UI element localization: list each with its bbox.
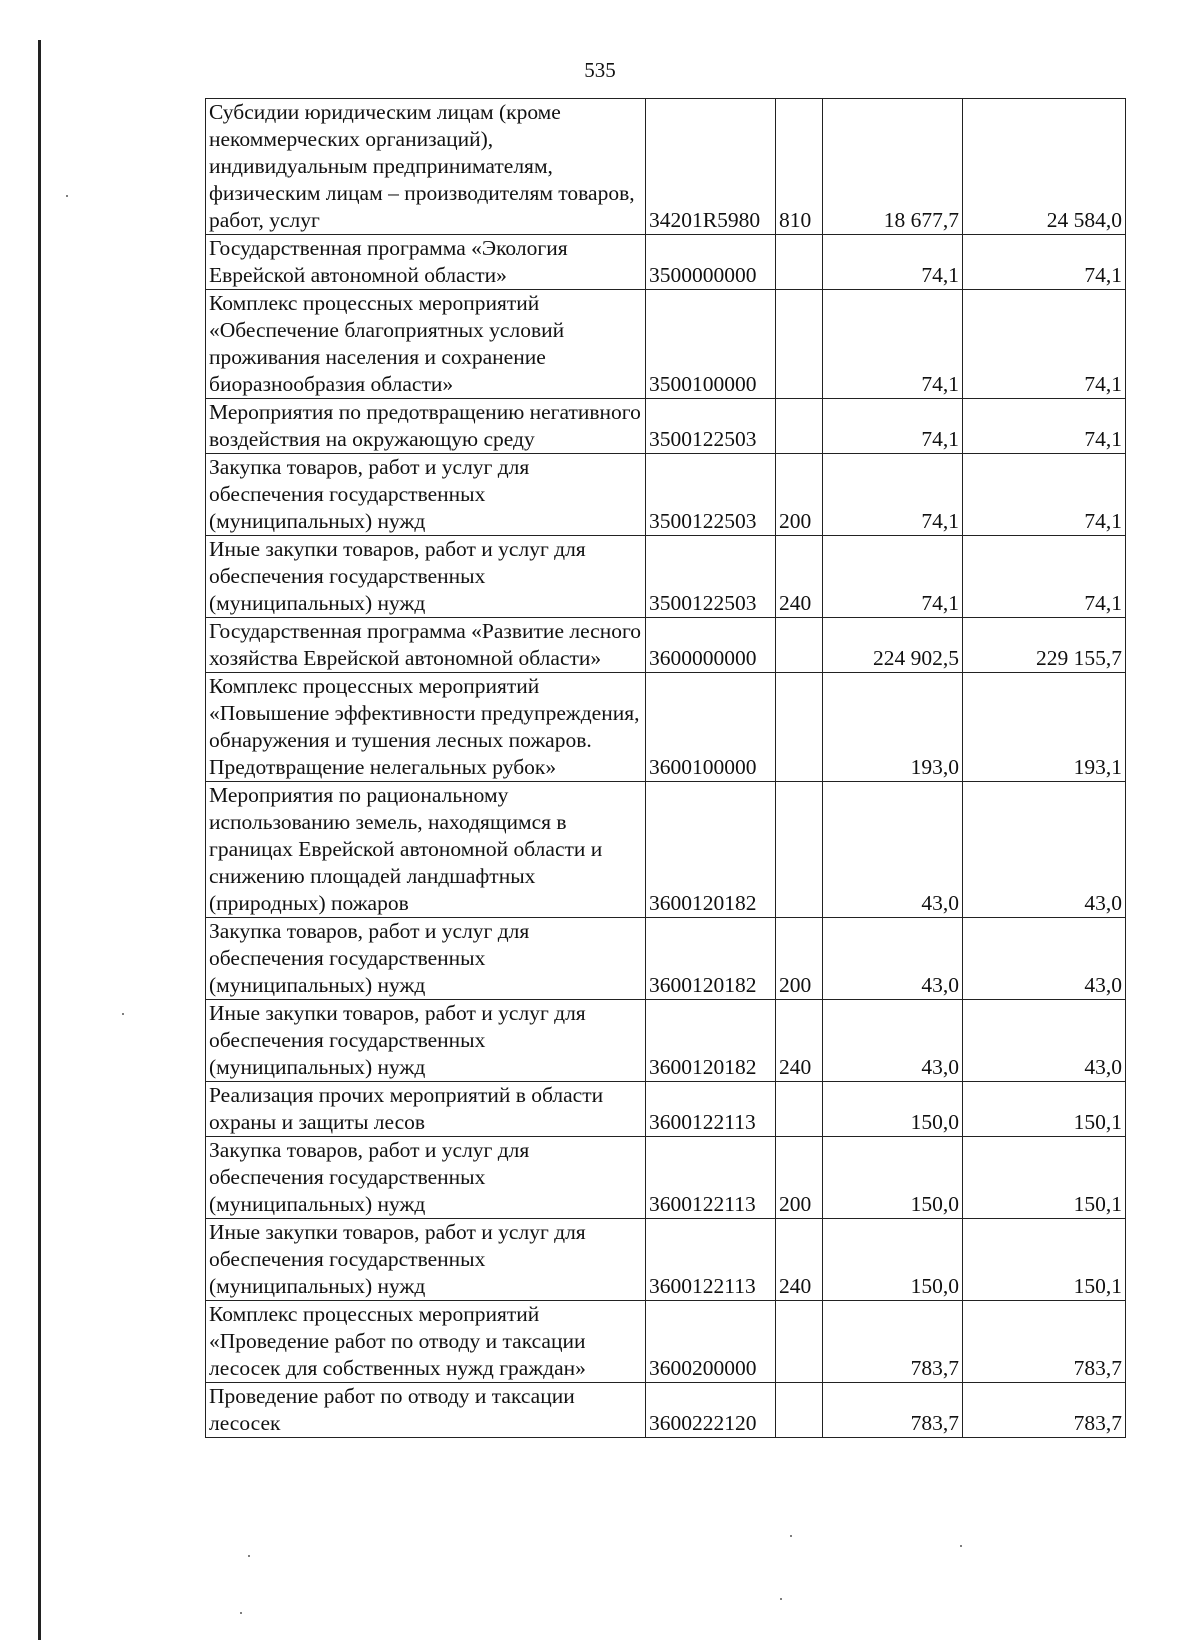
page-number: 535 (584, 58, 616, 82)
row-value-2: 43,0 (963, 918, 1126, 1000)
table-row (206, 399, 1126, 454)
row-value-2: 783,7 (963, 1301, 1126, 1383)
table-row (206, 1137, 1126, 1219)
row-code: 3600122113 (646, 1219, 776, 1301)
row-name: Закупка товаров, работ и услуг для обеспечения государственных (муниципальных) нужд (206, 1137, 646, 1219)
table-row (206, 536, 1126, 618)
row-value-2: 43,0 (963, 782, 1126, 918)
row-code: 3600122113 (646, 1137, 776, 1219)
row-type: 240 (776, 1219, 823, 1301)
row-value-1: 74,1 (823, 290, 963, 399)
row-code: 3600200000 (646, 1301, 776, 1383)
row-value-1: 224 902,5 (823, 618, 963, 673)
table-row (206, 673, 1126, 782)
row-value-2: 74,1 (963, 235, 1126, 290)
row-name: Реализация прочих мероприятий в области охраны и защиты лесов (206, 1082, 646, 1137)
scan-edge-line (38, 40, 41, 1640)
row-code: 3600100000 (646, 673, 776, 782)
row-type (776, 1383, 823, 1438)
row-value-2: 43,0 (963, 1000, 1126, 1082)
row-type (776, 673, 823, 782)
row-code: 3600000000 (646, 618, 776, 673)
row-name: Субсидии юридическим лицам (кроме некоммерческих организаций), индивидуальным предпринимателям, физическим лицам – производителям товаров, работ, услуг (206, 99, 646, 235)
row-name: Мероприятия по предотвращению негативного воздействия на окружающую среду (206, 399, 646, 454)
row-type (776, 1301, 823, 1383)
row-value-2: 150,1 (963, 1219, 1126, 1301)
table-row (206, 99, 1126, 235)
row-code: 3600122113 (646, 1082, 776, 1137)
scan-speck (248, 1555, 250, 1557)
table-row (206, 1219, 1126, 1301)
table-row (206, 1301, 1126, 1383)
row-code: 3600120182 (646, 1000, 776, 1082)
row-name: Проведение работ по отводу и таксации лесосек (206, 1383, 646, 1438)
budget-table (205, 98, 1126, 1438)
row-name: Мероприятия по рациональному использованию земель, находящимся в границах Еврейской автономной области и снижению площадей ландшафтных (природных) пожаров (206, 782, 646, 918)
row-code: 34201R5980 (646, 99, 776, 235)
row-type: 810 (776, 99, 823, 235)
row-value-1: 193,0 (823, 673, 963, 782)
row-value-2: 150,1 (963, 1137, 1126, 1219)
row-type (776, 235, 823, 290)
row-type (776, 290, 823, 399)
row-code: 3500000000 (646, 235, 776, 290)
row-code: 3600222120 (646, 1383, 776, 1438)
row-code: 3500100000 (646, 290, 776, 399)
row-name: Иные закупки товаров, работ и услуг для обеспечения государственных (муниципальных) нужд (206, 536, 646, 618)
table-row (206, 235, 1126, 290)
row-value-1: 18 677,7 (823, 99, 963, 235)
row-name: Закупка товаров, работ и услуг для обеспечения государственных (муниципальных) нужд (206, 454, 646, 536)
row-code: 3600120182 (646, 782, 776, 918)
row-value-1: 43,0 (823, 782, 963, 918)
row-value-1: 783,7 (823, 1383, 963, 1438)
scan-speck (122, 1013, 124, 1015)
row-value-1: 783,7 (823, 1301, 963, 1383)
row-name: Комплекс процессных мероприятий «Проведение работ по отводу и таксации лесосек для собственных нужд граждан» (206, 1301, 646, 1383)
scan-speck (960, 1545, 962, 1547)
row-code: 3600120182 (646, 918, 776, 1000)
table-row (206, 290, 1126, 399)
row-value-1: 150,0 (823, 1082, 963, 1137)
row-type: 240 (776, 536, 823, 618)
scan-speck (790, 1535, 792, 1537)
row-value-1: 43,0 (823, 1000, 963, 1082)
row-type: 200 (776, 454, 823, 536)
table-row (206, 918, 1126, 1000)
row-name: Иные закупки товаров, работ и услуг для обеспечения государственных (муниципальных) нужд (206, 1000, 646, 1082)
row-value-1: 74,1 (823, 454, 963, 536)
row-value-1: 74,1 (823, 235, 963, 290)
row-name: Комплекс процессных мероприятий «Повышение эффективности предупреждения, обнаружения и тушения лесных пожаров. Предотвращение нелегальных рубок» (206, 673, 646, 782)
row-type: 240 (776, 1000, 823, 1082)
row-value-2: 74,1 (963, 454, 1126, 536)
row-value-1: 150,0 (823, 1219, 963, 1301)
row-name: Комплекс процессных мероприятий «Обеспечение благоприятных условий проживания населения и сохранение биоразнообразия области» (206, 290, 646, 399)
row-value-1: 74,1 (823, 399, 963, 454)
row-type (776, 618, 823, 673)
row-type (776, 1082, 823, 1137)
row-name: Государственная программа «Развитие лесного хозяйства Еврейской автономной области» (206, 618, 646, 673)
table-row (206, 782, 1126, 918)
row-value-2: 24 584,0 (963, 99, 1126, 235)
row-name: Закупка товаров, работ и услуг для обеспечения государственных (муниципальных) нужд (206, 918, 646, 1000)
table-row (206, 618, 1126, 673)
row-value-2: 74,1 (963, 290, 1126, 399)
row-value-1: 43,0 (823, 918, 963, 1000)
table-row (206, 1000, 1126, 1082)
table-row (206, 1383, 1126, 1438)
row-value-2: 74,1 (963, 536, 1126, 618)
row-value-1: 74,1 (823, 536, 963, 618)
row-name: Иные закупки товаров, работ и услуг для обеспечения государственных (муниципальных) нужд (206, 1219, 646, 1301)
row-code: 3500122503 (646, 454, 776, 536)
row-type (776, 782, 823, 918)
scan-speck (780, 1598, 782, 1600)
row-value-2: 783,7 (963, 1383, 1126, 1438)
row-value-1: 150,0 (823, 1137, 963, 1219)
scan-speck (66, 195, 68, 197)
row-type: 200 (776, 918, 823, 1000)
row-type: 200 (776, 1137, 823, 1219)
row-value-2: 193,1 (963, 673, 1126, 782)
table-row (206, 454, 1126, 536)
row-type (776, 399, 823, 454)
row-value-2: 229 155,7 (963, 618, 1126, 673)
row-code: 3500122503 (646, 536, 776, 618)
scan-speck (240, 1612, 242, 1614)
row-name: Государственная программа «Экология Еврейской автономной области» (206, 235, 646, 290)
table-row (206, 1082, 1126, 1137)
row-value-2: 74,1 (963, 399, 1126, 454)
row-code: 3500122503 (646, 399, 776, 454)
row-value-2: 150,1 (963, 1082, 1126, 1137)
